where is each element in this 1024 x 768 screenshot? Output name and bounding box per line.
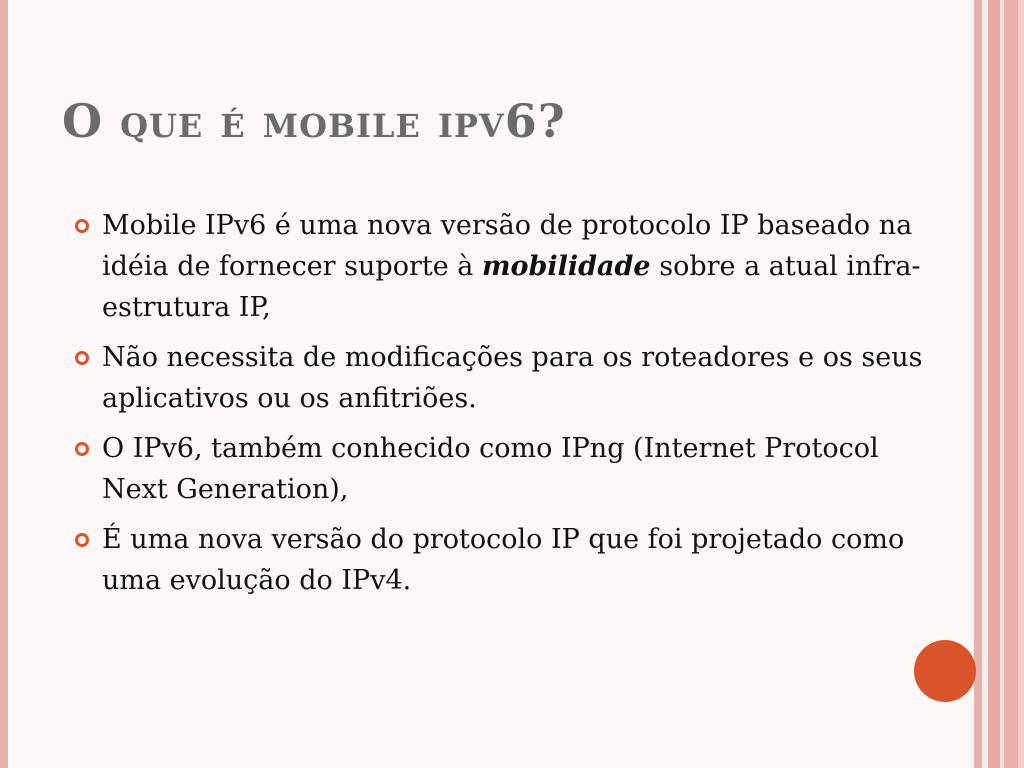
bullet-icon (75, 351, 89, 365)
stripe-3 (988, 0, 1000, 768)
slide-title: O que é mobile ipv6? (62, 94, 566, 148)
bullet-item (70, 428, 930, 510)
circle-decoration (914, 640, 976, 702)
bullet-item (70, 519, 930, 601)
stripe-6 (1018, 0, 1024, 768)
left-border-decoration (0, 0, 8, 768)
stripe-5 (1004, 0, 1018, 768)
stripe-1 (974, 0, 982, 768)
bullet-emphasis: mobilidade (481, 251, 651, 282)
bullet-icon (75, 219, 89, 233)
bullet-text-after: sobre a atual infra-estrutura IP, (102, 251, 921, 323)
bullet-text: O IPv6, também conhecido como IPng (Internet Protocol Next Generation), (102, 433, 879, 505)
bullet-text: Não necessita de modificações para os roteadores e os seus aplicativos ou os anfitriões. (102, 342, 923, 414)
bullet-icon (75, 442, 89, 456)
bullet-text-before: Mobile IPv6 é uma nova versão de protocolo IP baseado na idéia de fornecer suporte à (102, 210, 913, 282)
right-stripes-decoration (974, 0, 1024, 768)
bullet-text: É uma nova versão do protocolo IP que foi projetado como uma evolução do IPv4. (102, 524, 905, 596)
bullet-list (70, 205, 930, 610)
bullet-item (70, 337, 930, 419)
bullet-icon (75, 533, 89, 547)
bullet-item (70, 205, 930, 328)
